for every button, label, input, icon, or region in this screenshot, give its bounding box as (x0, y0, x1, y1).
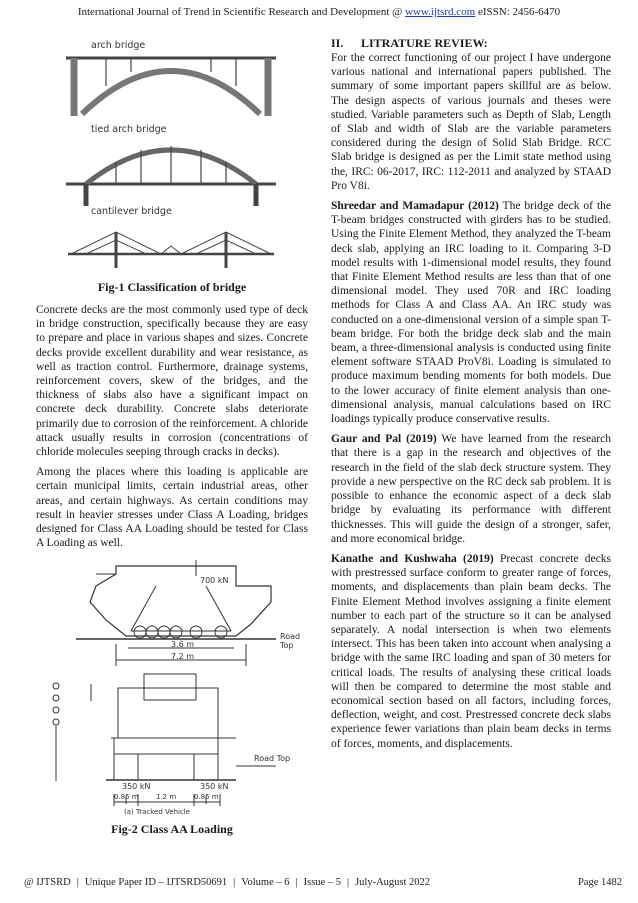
footer-paper-id: Unique Paper ID – IJTSRD50691 (84, 877, 228, 888)
cantilever-bridge-label: cantilever bridge (91, 206, 172, 217)
section-number: II. (331, 36, 344, 50)
figure-2 (36, 556, 308, 820)
class-aa-loading-diagram (36, 556, 308, 820)
page-footer: @ IJTSRD | Unique Paper ID – IJTSRD50691 | Volume – 6 | Issue – 5 | July-August 2022 Page 1482 (24, 877, 622, 888)
paragraph-concrete-decks: Concrete decks are the most commonly used type of deck in bridge construction, specifically because they are easy to prepare and place in various shapes and sizes. Concrete decks provide excellent durability and wear resistance, as well as traction control. Furthermore, drainage systems, reinforcement covers, skew of the bridges, and the thickness of slabs also have a significant impact on concrete deck durability. Concrete slabs deteriorate primarily due to corrosion of the reinforcement. A chloride attack usually results in corrosion (concentrations of chloride molecules seeping through cracks in decks). (36, 304, 308, 459)
footer-issue: Issue – 5 (303, 877, 341, 888)
review-paragraph-kanathe: Kanathe and Kushwaha (2019) Precast concrete decks with prestressed surface conform to greater range of forces, moments, and displacements than plain beam decks. The Finite Element Method involves assigning a finite element number to each part of the structure so it can be analysed separately. A nodal intersection is when two elements intersect. This has been taken into account when analysing a bridge with the same IRC loading and span of 30 meters for critical loads. The results of analysing these critical loads will then be compared to determine the most stable and economical section based on all factors, including forces, deflection, weight, and cost. Prestressed concrete deck slabs experience fewer variations than plain beam decks in terms of forces, moments, and displacements. (331, 552, 611, 750)
review-paragraph-gaur: Gaur and Pal (2019) We have learned from the research that there is a gap in the research and objectives of the research in the field of the slab deck structure system. They provide a new perspective on the RC deck sab problem. It is possible to enhance the economic aspect of a deck slab bridge by evaluating its performance with different thicknesses. This will guide the design of a stronger, safer, and more economical bridge. (331, 433, 611, 545)
journal-url-link[interactable]: www.ijtsrd.com (405, 6, 476, 18)
right-column (331, 36, 611, 757)
tracked-vehicle-sublabel: (a) Tracked Vehicle (124, 808, 191, 817)
footer-journal: @ IJTSRD (24, 877, 71, 888)
review-paragraph-shreedar: Shreedar and Mamadapur (2012) The bridge deck of the T-beam bridges constructed with girders has to be studied. Using the Finite Element Method, they analyzed the T-beam deck slab, applying an IRC loading to it. Comparing 3-D model results with 1-dimensional model results, they found that Finite Element Method results are less than that of one dimensional model. They used 70R and IRC loading methods for Class A and Class AA. An IRC study was conducted on a one-dimensional version of a simple span T-beam bridge. For both the bridge deck slab and the main beam, a three-dimensional analysis is conducted using finite element software STAAD ProV8i. Loading is simulated to produce maximum bending moments for both models. Due to the lower accuracy of finite element analysis than one-dimensional analysis, manual calculations based on IRC loadings typically produce conservative results. (331, 200, 611, 426)
road-top-label-2: Road Top (254, 754, 291, 764)
section-heading (331, 36, 611, 50)
load-350kn-left-label: 350 kN (122, 782, 151, 792)
dim-1-2m-label: 1.2 m (156, 793, 177, 802)
load-350kn-right-label: 350 kN (200, 782, 229, 792)
left-column (36, 36, 308, 837)
footer-volume: Volume – 6 (241, 877, 290, 888)
literature-intro-paragraph: For the correct functioning of our project I have undergone various national and international papers published. The summary of some important papers skillful are as below. The design aspects of various journals and theses were studied. Variable parameters such as Depth of Slab, Length of Slab and width of Slab are the variable parameters considered during the design of Solid Slab Bridge. RCC Slab bridge is designed as per the Limit state method using the, IRC: 06-2017, IRC: 112-2011 and analyzed by STAAD Pro V8i. (331, 52, 611, 192)
dim-0-85m-right-label: 0.85 m (194, 793, 219, 802)
running-header: International Journal of Trend in Scientific Research and Development @ www.ijtsrd.com eISSN: 2456-6470 (77, 6, 561, 18)
tied-arch-bridge-label: tied arch bridge (91, 124, 167, 135)
figure-1-caption: Fig-1 Classification of bridge (97, 280, 247, 294)
footer-page-number: Page 1482 (577, 877, 622, 888)
arch-bridge-label: arch bridge (91, 40, 146, 51)
load-700kn-label: 700 kN (200, 576, 229, 586)
section-title: LITRATURE REVIEW: (361, 36, 488, 50)
footer-date: July-August 2022 (355, 877, 431, 888)
dim-3-6m-label: 3.6 m (171, 640, 195, 650)
figure-2-caption: Fig-2 Class AA Loading (111, 822, 233, 837)
road-top-label-1: Road Top (280, 632, 301, 651)
figure-1 (36, 36, 308, 276)
dim-7-2m-label: 7.2 m (171, 652, 195, 662)
dim-0-85m-left-label: 0.85 m (114, 793, 139, 802)
paragraph-class-aa-loading: Among the places where this loading is applicable are certain municipal limits, certain industrial areas, other areas, and certain highways. As certain conditions may result in heavier stresses under Class A Loading, bridges designed for Class AA Loading should be tested for Class A Loading as well. (36, 466, 308, 550)
bridge-classification-illustration (36, 36, 308, 276)
